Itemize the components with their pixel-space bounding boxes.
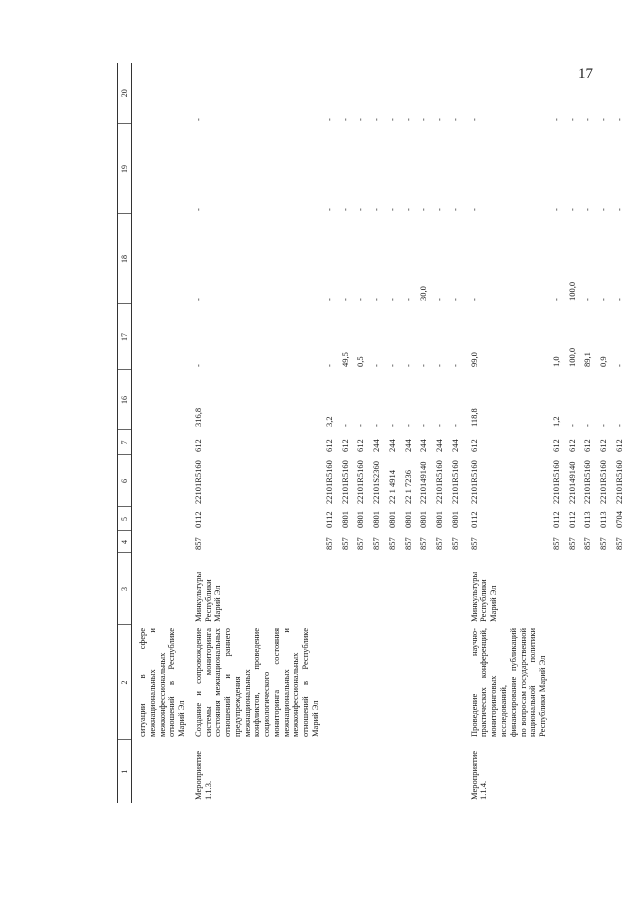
table-cell-c19: - — [323, 208, 334, 211]
table-header-row — [118, 63, 132, 803]
table-cell-c17: 100,0 — [566, 347, 577, 367]
table-cell-c7: 612 — [468, 439, 479, 452]
table-cell-c4: 857 — [566, 537, 577, 550]
table-cell-c7: 244 — [434, 439, 445, 452]
table-cell-c7: 612 — [339, 439, 350, 452]
table-cell-c6: 22101S2360 — [371, 461, 382, 504]
table-cell-c2: Создание и сопровождение системы мониторинга состояния межнациональных отношений и раннего предупреждения межнациональных конфликтов, проведение социологического мониторинга состояния межнациональных и межконфессиональных отношений в Республике Марий Эл — [192, 628, 321, 737]
table-cell-c1 — [385, 740, 401, 803]
table-cell-c6: 22101R5160 — [449, 460, 460, 504]
table-cell-c20: - — [339, 118, 350, 121]
table-cell-c4: 857 — [402, 537, 413, 550]
header-cell-18: 18 — [118, 214, 132, 304]
table-cell-c2 — [580, 625, 596, 740]
table-cell-c19: - — [371, 208, 382, 211]
table-cell-c17: 89,1 — [582, 352, 593, 367]
table-cell-c5: 0112 — [323, 511, 334, 528]
table-cell-c3 — [448, 553, 464, 625]
table-row — [580, 63, 596, 803]
table-row — [322, 63, 338, 803]
table-cell-c16: - — [355, 424, 366, 427]
table-cell-c17: - — [371, 364, 382, 367]
table-cell-c3 — [338, 553, 354, 625]
table-cell-c4: 857 — [339, 537, 350, 550]
table-cell-c20: - — [598, 118, 609, 121]
table-cell-c7: 612 — [582, 439, 593, 452]
table-cell-c5: 0112 — [566, 511, 577, 528]
table-cell-c1 — [580, 740, 596, 803]
table-cell-c5: 0801 — [386, 511, 397, 528]
table-cell-c1: Мероприятие 1.1.4. — [468, 750, 489, 800]
rotated-table-wrapper — [117, 63, 624, 803]
table-row — [338, 63, 354, 803]
table-cell-c6: 22101R5160 — [434, 460, 445, 504]
table-cell-c20: - — [582, 118, 593, 121]
table-cell-c6: 22101R5160 — [355, 460, 366, 504]
table-cell-c6: 22101R5160 — [192, 460, 203, 504]
table-cell-c16: - — [386, 424, 397, 427]
table-cell-c6: 22101R5160 — [339, 460, 350, 504]
table-cell-c19: - — [598, 208, 609, 211]
table-cell-c18: - — [613, 298, 624, 301]
table-cell-c20: - — [355, 118, 366, 121]
table-cell-c17: - — [434, 364, 445, 367]
table-cell — [132, 63, 188, 625]
table-cell-c2 — [416, 625, 432, 740]
table-cell-c3 — [432, 553, 448, 625]
table-row — [401, 63, 417, 803]
table-row — [612, 63, 628, 803]
table-cell-c16: - — [371, 424, 382, 427]
table-cell-c4: 857 — [468, 537, 479, 550]
table-cell-c1 — [416, 740, 432, 803]
table-cell-c4: 857 — [550, 537, 561, 550]
table-row — [353, 63, 369, 803]
table-cell-c16: - — [449, 424, 460, 427]
table-cell-c18: - — [582, 298, 593, 301]
table-cell-c16: - — [598, 424, 609, 427]
table-row — [596, 63, 612, 803]
table-cell-c5: 0801 — [355, 511, 366, 528]
table-cell-c1 — [549, 740, 565, 803]
table-cell-c3 — [416, 553, 432, 625]
table-cell-c1 — [596, 740, 612, 803]
table-cell-c2: Проведение научно-практических конференций, мониторинговых исследований, финансирование публикаций по вопросам государственной национальной политики Республики Марий Эл — [468, 628, 548, 737]
table-cell-c2 — [369, 625, 385, 740]
table-cell-c7: 612 — [613, 439, 624, 452]
table-cell-c1 — [353, 740, 369, 803]
header-cell-6: 6 — [118, 455, 132, 507]
table-cell-c4: 857 — [449, 537, 460, 550]
table-cell-c5: 0801 — [339, 511, 350, 528]
table-cell-c6: 22 1 7236 — [402, 470, 413, 504]
table-cell-c1 — [338, 740, 354, 803]
table-cell-c18: - — [386, 298, 397, 301]
table-row — [385, 63, 401, 803]
table-cell-c19: - — [192, 208, 203, 211]
table-cell-c6: 22101R5160 — [468, 460, 479, 504]
table-row — [464, 63, 549, 803]
table-cell-c6: 22101R5160 — [550, 460, 561, 504]
table-cell-c17: - — [386, 364, 397, 367]
table-cell-c6: 22101R5160 — [323, 460, 334, 504]
header-cell-16: 16 — [118, 370, 132, 430]
table-cell-c3 — [385, 553, 401, 625]
table-cell-c5: 0704 — [613, 511, 624, 528]
table-cell-c2 — [565, 625, 581, 740]
table-cell-c19: - — [386, 208, 397, 211]
table-cell-c7: 612 — [355, 439, 366, 452]
table-cell-c18: - — [598, 298, 609, 301]
table-cell-c19: - — [566, 208, 577, 211]
table-cell-c19: - — [434, 208, 445, 211]
table-cell-c20: - — [566, 118, 577, 121]
table-cell-c16: - — [566, 424, 577, 427]
continuation-text: ситуации в сфере межнациональных и межконфессиональных отношений в Республике Марий Эл — [137, 628, 187, 737]
table-cell-c16: - — [434, 424, 445, 427]
table-cell-c19: - — [449, 208, 460, 211]
continuation-row — [132, 63, 188, 803]
table-cell-c5: 0113 — [582, 511, 593, 528]
table-cell-c20: - — [434, 118, 445, 121]
table-row — [448, 63, 464, 803]
table-cell-c4: 857 — [386, 537, 397, 550]
rotated-table-area — [117, 63, 624, 803]
table-cell-c18: - — [434, 298, 445, 301]
table-cell-c5: 0112 — [192, 511, 203, 528]
table-cell-c16: - — [418, 424, 429, 427]
table-cell-c2 — [448, 625, 464, 740]
table-cell-c17: 99,0 — [468, 352, 479, 367]
table-cell-c20: - — [386, 118, 397, 121]
table-cell-c1 — [322, 740, 338, 803]
table-cell-c5: 0801 — [418, 511, 429, 528]
header-cell-3: 3 — [118, 553, 132, 625]
table-cell-c17: - — [418, 364, 429, 367]
page-number: 17 — [578, 66, 593, 82]
table-cell-c17: 49,5 — [339, 352, 350, 367]
table-cell-c16: 118,8 — [468, 408, 479, 427]
header-cell-5: 5 — [118, 507, 132, 531]
table-cell-c18: - — [355, 298, 366, 301]
table-cell-c5: 0112 — [550, 511, 561, 528]
table-cell-c5: 0801 — [434, 511, 445, 528]
table-cell-c17: - — [402, 364, 413, 367]
table-cell-c1 — [369, 740, 385, 803]
table-cell-c1 — [432, 740, 448, 803]
table-cell-c3: Минкультуры Республики Марий Эл — [468, 571, 499, 622]
table-cell-c3 — [596, 553, 612, 625]
table-cell-c16: - — [582, 424, 593, 427]
table-cell-c6: 2210149140 — [418, 461, 429, 504]
table-cell-c7: 612 — [566, 439, 577, 452]
table-cell-c1 — [401, 740, 417, 803]
table-cell-c5: 0801 — [371, 511, 382, 528]
table-cell-c1: Мероприятие 1.1.3. — [192, 750, 213, 800]
table-cell-c18: - — [449, 298, 460, 301]
table-cell-c3 — [322, 553, 338, 625]
table-cell-c18: - — [402, 298, 413, 301]
table-cell-c7: 612 — [323, 439, 334, 452]
table-row — [549, 63, 565, 803]
table-cell-c3 — [565, 553, 581, 625]
header-cell-20: 20 — [118, 63, 132, 124]
table-cell-c2 — [401, 625, 417, 740]
table-cell-c7: 244 — [371, 439, 382, 452]
table-cell-c18: - — [468, 298, 479, 301]
table-cell-c2 — [338, 625, 354, 740]
table-cell-c6: 22101R5160 — [613, 460, 624, 504]
table-cell-c20: - — [449, 118, 460, 121]
table-row — [432, 63, 448, 803]
table-cell-c5: 0801 — [449, 511, 460, 528]
table-cell-c3 — [369, 553, 385, 625]
header-cell-1: 1 — [118, 740, 132, 803]
table-cell-c4: 857 — [598, 537, 609, 550]
table-cell-c2 — [353, 625, 369, 740]
table-cell-c20: - — [371, 118, 382, 121]
table-cell-c19: - — [582, 208, 593, 211]
header-cell-19: 19 — [118, 124, 132, 214]
table-cell-c18: - — [371, 298, 382, 301]
header-cell-17: 17 — [118, 304, 132, 370]
table-cell-c6: 22101R5160 — [598, 460, 609, 504]
table-cell-c7: 612 — [550, 439, 561, 452]
table-cell-c19: - — [613, 208, 624, 211]
table-cell-c17: 0,5 — [355, 356, 366, 367]
table-cell-c1 — [448, 740, 464, 803]
table-cell-c20: - — [613, 118, 624, 121]
table-cell-c7: 244 — [402, 439, 413, 452]
table-cell-c3: Минкультуры Республики Марий Эл — [192, 571, 223, 622]
table-cell-c16: - — [613, 424, 624, 427]
table-cell-c2 — [549, 625, 565, 740]
table-cell-c3 — [580, 553, 596, 625]
table-cell-c20: - — [550, 118, 561, 121]
table-cell-c17: - — [449, 364, 460, 367]
header-cell-4: 4 — [118, 531, 132, 553]
table-cell-c16: 3,2 — [323, 416, 334, 427]
table-cell-c17: 1,0 — [550, 356, 561, 367]
table-cell-c4: 857 — [192, 537, 203, 550]
table-cell-c19: - — [418, 208, 429, 211]
table-cell-c4: 857 — [323, 537, 334, 550]
header-cell-7: 7 — [118, 430, 132, 455]
table-cell-c7: 244 — [386, 439, 397, 452]
table-cell-c17: - — [192, 364, 203, 367]
table-cell-c19: - — [468, 208, 479, 211]
table-cell-c16: - — [402, 424, 413, 427]
table-cell-c4: 857 — [371, 537, 382, 550]
table-cell-c20: - — [468, 118, 479, 121]
table-cell-c4: 857 — [582, 537, 593, 550]
table-cell-c2 — [612, 625, 628, 740]
table-cell-c16: - — [339, 424, 350, 427]
table-cell-c4: 857 — [355, 537, 366, 550]
table-cell-c7: 612 — [192, 439, 203, 452]
table-cell-c4: 857 — [613, 537, 624, 550]
budget-table — [117, 63, 628, 803]
table-cell-c1 — [612, 740, 628, 803]
table-cell-c19: - — [402, 208, 413, 211]
table-row — [565, 63, 581, 803]
table-cell-c20: - — [402, 118, 413, 121]
table-cell-c16: 1,2 — [550, 416, 561, 427]
table-cell-c7: 612 — [598, 439, 609, 452]
table-cell-c3 — [353, 553, 369, 625]
table-cell-c17: - — [323, 364, 334, 367]
table-cell-c17: 0,9 — [598, 356, 609, 367]
table-cell-c6: 2210149140 — [566, 461, 577, 504]
table-cell — [132, 740, 188, 803]
table-cell-c4: 857 — [434, 537, 445, 550]
table-cell-c4: 857 — [418, 537, 429, 550]
table-cell-c18: 30,0 — [418, 286, 429, 301]
table-cell-c2 — [385, 625, 401, 740]
table-cell-c3 — [549, 553, 565, 625]
table-cell-c19: - — [550, 208, 561, 211]
table-cell-c7: 244 — [418, 439, 429, 452]
table-cell-c5: 0801 — [402, 511, 413, 528]
table-cell-c6: 22 1 4914 — [386, 470, 397, 504]
table-cell-c18: - — [339, 298, 350, 301]
table-cell-c19: - — [339, 208, 350, 211]
table-row — [369, 63, 385, 803]
table-cell-c18: 100,0 — [566, 281, 577, 301]
table-cell-c16: 316,8 — [192, 407, 203, 427]
table-cell-c3 — [612, 553, 628, 625]
table-cell-c5: 0113 — [598, 511, 609, 528]
table-cell-c18: - — [550, 298, 561, 301]
table-cell-c18: - — [192, 298, 203, 301]
table-cell-c5: 0112 — [468, 511, 479, 528]
table-cell-c18: - — [323, 298, 334, 301]
table-cell-c2 — [596, 625, 612, 740]
header-cell-2: 2 — [118, 625, 132, 740]
table-cell-c20: - — [192, 118, 203, 121]
table-cell-c1 — [565, 740, 581, 803]
table-cell-c19: - — [355, 208, 366, 211]
table-cell-c3 — [401, 553, 417, 625]
table-cell-c17: - — [613, 364, 624, 367]
table-row — [188, 63, 322, 803]
table-cell-c7: 244 — [449, 439, 460, 452]
table-cell-c2 — [322, 625, 338, 740]
table-cell-c20: - — [323, 118, 334, 121]
table-cell-c6: 22101R5160 — [582, 460, 593, 504]
table-cell-c2 — [432, 625, 448, 740]
table-cell-c20: - — [418, 118, 429, 121]
table-row — [416, 63, 432, 803]
